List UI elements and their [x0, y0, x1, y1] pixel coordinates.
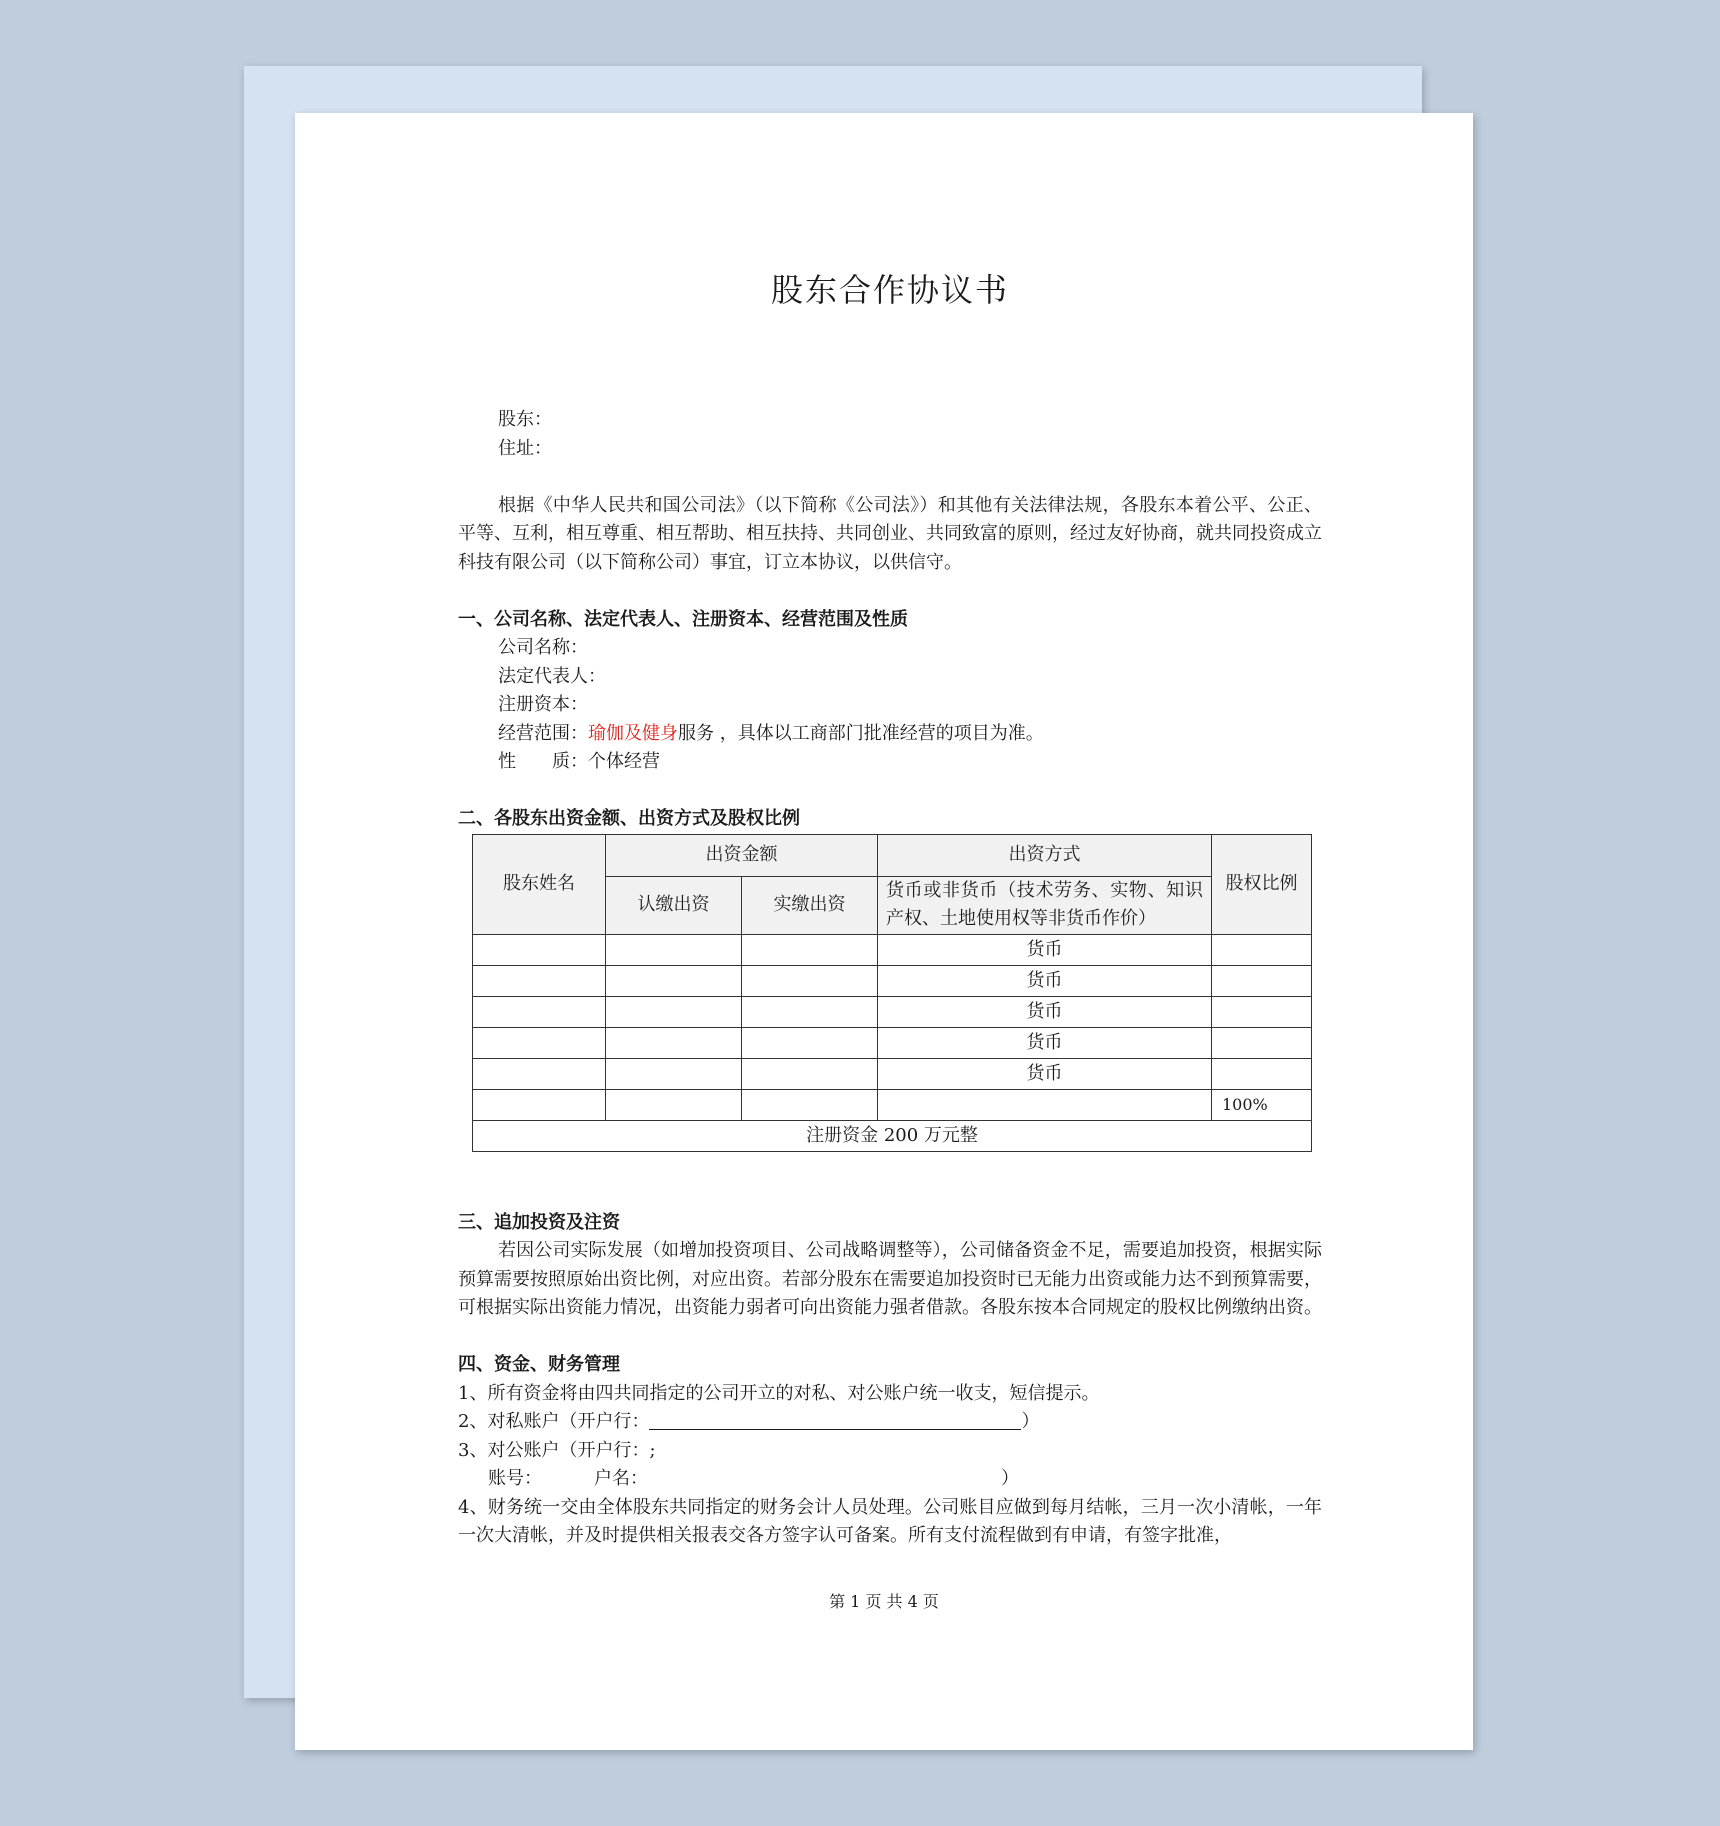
nature-label: 性 质： [498, 751, 588, 772]
col-paid-in: 实缴出资 [742, 876, 878, 934]
cell-ratio [1212, 1058, 1312, 1089]
cell-subscribed [606, 1027, 742, 1058]
section3-paragraph: 若因公司实际发展（如增加投资项目、公司战略调整等），公司储备资金不足，需要追加投资，根据实际预算需要按照原始出资比例，对应出资。若部分股东在需要追加投资时已无能力出资或能力达不到预算需要，可根据实际出资能力情况，出资能力弱者可向出资能力强者借款。各股东按本合同规定的股权比例缴纳出资。 [458, 1240, 1322, 1318]
scope-rest: 服务 ，具体以工商部门批准经营的项目为准。 [678, 722, 1044, 744]
section4-item3: 3、对公账户（开户行：; [458, 1439, 656, 1461]
cell-ratio [1212, 1027, 1312, 1058]
col-subscribed: 认缴出资 [606, 876, 742, 934]
cell-name [473, 1058, 606, 1089]
table-row [473, 1089, 1312, 1120]
section4-item2 [458, 1408, 1322, 1437]
cell-subscribed [606, 1058, 742, 1089]
cell-paid [742, 1027, 878, 1058]
cell-name [473, 1027, 606, 1058]
private-bank-blank [649, 1409, 1021, 1430]
cell-total-capital: 注册资金 200 万元整 [473, 1120, 1312, 1151]
cell-paid [742, 965, 878, 996]
page-footer: 第 1 页 共 4 页 [829, 1592, 939, 1611]
nature-line [458, 748, 1322, 777]
table-row [473, 965, 1312, 996]
cell-name [473, 934, 606, 965]
account-number-line [458, 1465, 1322, 1494]
body-block [458, 406, 1322, 1551]
cell-subscribed [606, 965, 742, 996]
cell-paid [742, 996, 878, 1027]
intro-paragraph: 根据《中华人民共和国公司法》（以下简称《公司法》）和其他有关法律法规，各股东本着公平、公正、平等、互利，相互尊重、相互帮助、相互扶持、共同创业、共同致富的原则，经过友好协商，就共同投资成立科技有限公司（以下简称公司）事宜，订立本协议，以供信守。 [458, 494, 1322, 573]
col-method-detail: 货币或非货币（技术劳务、实物、知识产权、土地使用权等非货币作价） [878, 876, 1212, 934]
scope-highlight: 瑜伽及健身 [588, 722, 678, 744]
table-total-row [473, 1120, 1312, 1151]
cell-subscribed [606, 934, 742, 965]
legal-rep-line: 法定代表人： [498, 665, 606, 687]
section3-heading: 三、追加投资及注资 [458, 1211, 620, 1233]
document-page [295, 113, 1473, 1750]
table-row [473, 934, 1312, 965]
col-contribution-method: 出资方式 [878, 834, 1212, 876]
cell-method: 货币 [878, 965, 1212, 996]
cell-method [878, 1089, 1212, 1120]
capital-table [472, 834, 1312, 1152]
section4-item4: 4、财务统一交由全体股东共同指定的财务会计人员处理。公司账目应做到每月结帐，三月一次小清帐，一年一次大清帐，并及时提供相关报表交各方签字认可备案。所有支付流程做到有申请，有签字批准， [458, 1496, 1322, 1546]
cell-name [473, 965, 606, 996]
cell-method: 货币 [878, 996, 1212, 1027]
cell-paid [742, 1089, 878, 1120]
cell-paid [742, 1058, 878, 1089]
cell-paid [742, 934, 878, 965]
private-account-label: 2、对私账户（开户行： [458, 1411, 650, 1432]
table-row [473, 1027, 1312, 1058]
cell-method: 货币 [878, 934, 1212, 965]
section2-heading: 二、各股东出资金额、出资方式及股权比例 [458, 808, 800, 829]
cell-ratio [1212, 996, 1312, 1027]
scope-label: 经营范围： [498, 722, 588, 744]
col-shareholder-name: 股东姓名 [473, 834, 606, 934]
account-holder-label: 户名： [594, 1468, 648, 1489]
table-row [473, 996, 1312, 1027]
scope-line [458, 720, 1322, 749]
cell-subscribed [606, 996, 742, 1027]
cell-ratio [1212, 934, 1312, 965]
nature-value: 个体经营 [588, 751, 660, 772]
cell-ratio: 100% [1212, 1089, 1312, 1120]
cell-name [473, 1089, 606, 1120]
company-name-line: 公司名称： [498, 637, 588, 658]
cell-subscribed [606, 1089, 742, 1120]
cell-ratio [1212, 965, 1312, 996]
section4-item1: 1、所有资金将由四共同指定的公司开立的对私、对公账户统一收支，短信提示。 [458, 1382, 1100, 1404]
account-close-paren: ） [1001, 1468, 1019, 1489]
section4-heading: 四、资金、财务管理 [458, 1354, 620, 1375]
cell-method: 货币 [878, 1058, 1212, 1089]
col-equity-ratio: 股权比例 [1212, 834, 1312, 934]
table-row [473, 1058, 1312, 1089]
section1-heading: 一、公司名称、法定代表人、注册资本、经营范围及性质 [458, 608, 908, 630]
account-number-label: 账号： [488, 1468, 542, 1489]
cell-method: 货币 [878, 1027, 1212, 1058]
capital-line: 注册资本： [498, 694, 588, 715]
private-account-close: ） [1021, 1411, 1040, 1432]
cell-name [473, 996, 606, 1027]
document-title: 股东合作协议书 [770, 271, 1009, 309]
shareholder-line: 股东： [498, 409, 552, 430]
address-line: 住址： [498, 437, 552, 459]
col-contribution-amount: 出资金额 [606, 834, 878, 876]
